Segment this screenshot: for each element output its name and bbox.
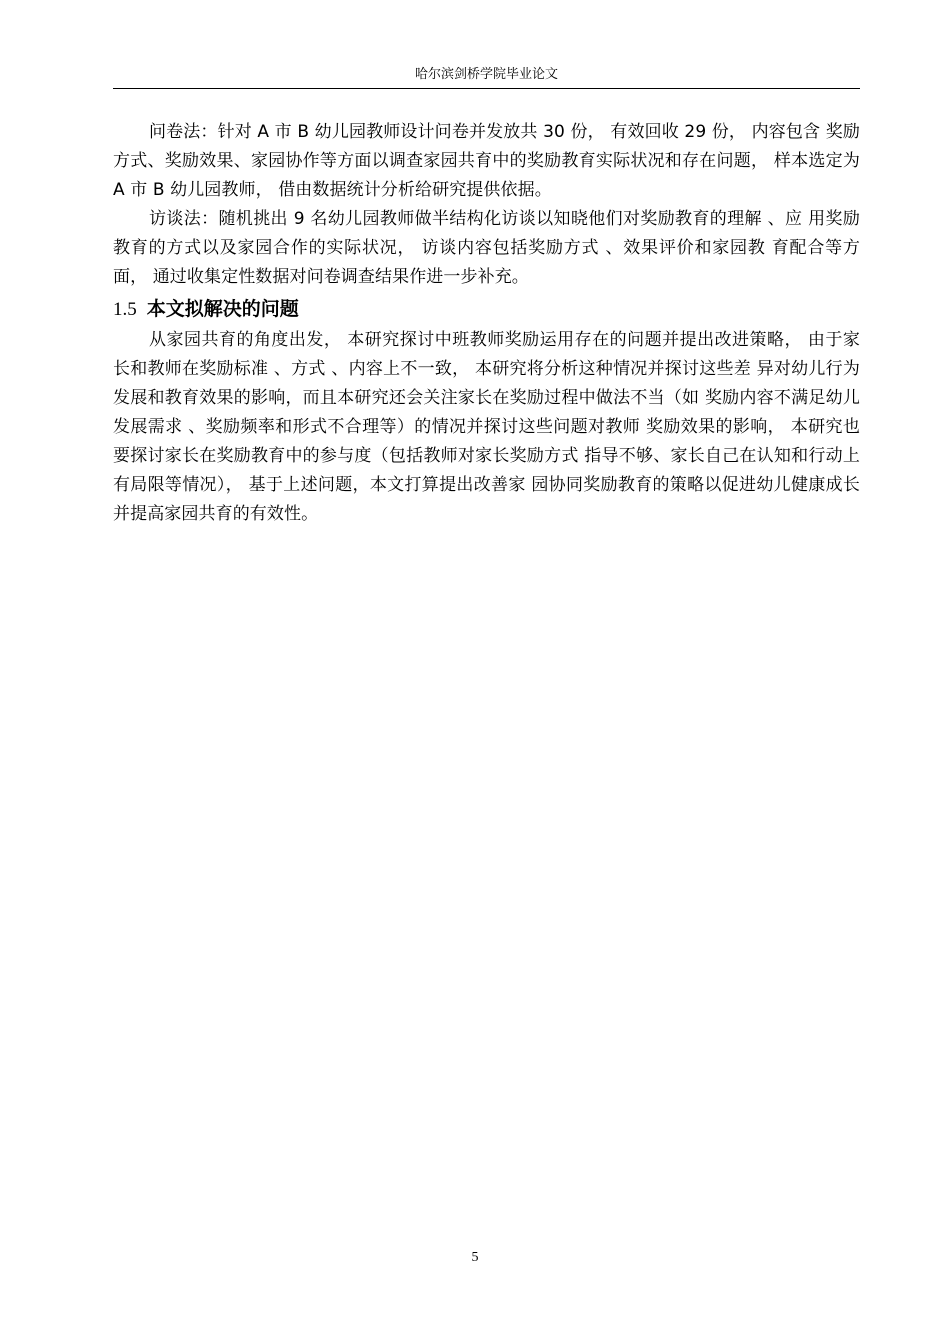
paragraph-interview-method: 访谈法：随机挑出 9 名幼儿园教师做半结构化访谈以知晓他们对奖励教育的理解 、应 用奖励教育的方式以及家园合作的实际状况， 访谈内容包括奖励方式 、效果评价和家园教 育配合等方面， 通过收集定性数据对问卷调查结果作进一步补充。 <box>113 209 860 287</box>
header-title: 哈尔滨剑桥学院毕业论文 <box>414 67 558 82</box>
page-header <box>113 64 860 89</box>
section-heading <box>113 292 860 326</box>
section-number: 1.5 <box>113 299 137 320</box>
section-title: 本文拟解决的问题 <box>146 298 299 320</box>
paragraph-questionnaire-method: 问卷法：针对 A 市 B 幼儿园教师设计问卷并发放共 30 份， 有效回收 29 份， 内容包含 奖励方式、奖励效果、家园协作等方面以调查家园共育中的奖励教育实际状况和存在问题， 样本选定为 A 市 B 幼儿园教师， 借由数据统计分析给研究提供依据。 <box>113 122 860 200</box>
document-body <box>113 118 860 529</box>
paragraph-research-problem: 从家园共育的角度出发， 本研究探讨中班教师奖励运用存在的问题并提出改进策略， 由于家长和教师在奖励标准 、方式 、内容上不一致， 本研究将分析这种情况并探讨这些差 异对幼儿行为发展和教育效果的影响，而且本研究还会关注家长在奖励过程中做法不当（如 奖励内容不满足幼儿发展需求 、奖励频率和形式不合理等）的情况并探讨这些问题对教师 奖励效果的影响， 本研究也要探讨家长在奖励教育中的参与度（包括教师对家长奖励方式 指导不够、家长自己在认知和行动上有局限等情况）， 基于上述问题，本文打算提出改善家 园协同奖励教育的策略以促进幼儿健康成长并提高家园共育的有效性。 <box>113 330 860 524</box>
page-number: 5 <box>471 1250 479 1265</box>
